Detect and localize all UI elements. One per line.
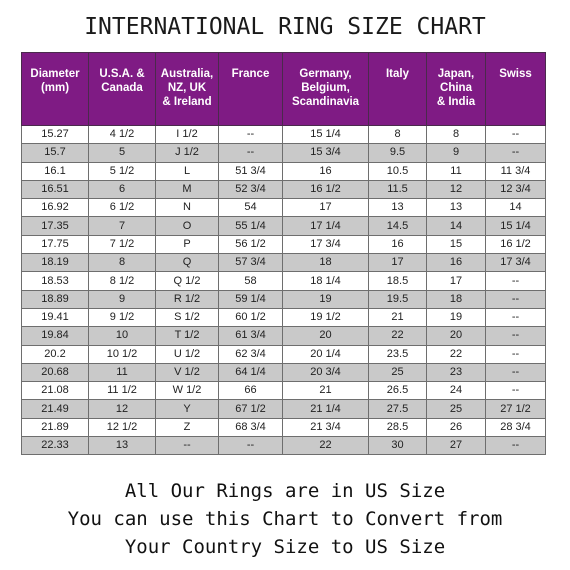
table-cell: 67 1/2 [219, 400, 283, 418]
table-cell: 18 1/4 [283, 272, 369, 290]
table-row [22, 363, 546, 381]
table-cell: 5 [89, 144, 156, 162]
table-cell: 8 [427, 126, 486, 144]
table-cell: 66 [219, 382, 283, 400]
footer-line-2: You can use this Chart to Convert from [67, 508, 503, 530]
table-cell: 13 [89, 437, 156, 455]
table-cell: 18.53 [22, 272, 89, 290]
table-cell: 13 [369, 199, 427, 217]
table-cell: 17 3/4 [486, 254, 546, 272]
column-header-line: Italy [385, 68, 409, 80]
table-cell: 27 1/2 [486, 400, 546, 418]
table-row [22, 162, 546, 180]
table-cell: 15 [427, 235, 486, 253]
table-cell: -- [219, 126, 283, 144]
table-cell: 57 3/4 [219, 254, 283, 272]
table-cell: 17.75 [22, 235, 89, 253]
column-header [486, 53, 546, 126]
table-cell: Y [156, 400, 219, 418]
table-cell: 10.5 [369, 162, 427, 180]
table-row [22, 382, 546, 400]
table-cell: 17 1/4 [283, 217, 369, 235]
footer-line-3: Your Country Size to US Size [124, 536, 446, 558]
column-header [22, 53, 89, 126]
table-cell: 4 1/2 [89, 126, 156, 144]
table-cell: -- [486, 308, 546, 326]
table-cell: -- [486, 272, 546, 290]
table-cell: 14.5 [369, 217, 427, 235]
table-cell: 20.2 [22, 345, 89, 363]
table-cell: 13 [427, 199, 486, 217]
table-cell: 21.08 [22, 382, 89, 400]
footer-line-1: All Our Rings are in US Size [124, 480, 446, 502]
column-header [89, 53, 156, 126]
table-cell: 59 1/4 [219, 290, 283, 308]
table-cell: 16 [283, 162, 369, 180]
table-cell: 22.33 [22, 437, 89, 455]
table-row [22, 308, 546, 326]
table-cell: 20 [283, 327, 369, 345]
table-cell: -- [486, 144, 546, 162]
table-row [22, 254, 546, 272]
table-cell: P [156, 235, 219, 253]
table-row [22, 180, 546, 198]
table-cell: 11 1/2 [89, 382, 156, 400]
ring-size-table-container [21, 52, 545, 455]
table-row [22, 418, 546, 436]
table-cell: 16.1 [22, 162, 89, 180]
column-header-line: (mm) [40, 82, 70, 94]
table-row [22, 272, 546, 290]
table-cell: 17 [283, 199, 369, 217]
column-header-line: Australia, [160, 68, 214, 80]
table-cell: Q 1/2 [156, 272, 219, 290]
table-cell: 56 1/2 [219, 235, 283, 253]
table-cell: 7 1/2 [89, 235, 156, 253]
table-cell: 64 1/4 [219, 363, 283, 381]
table-cell: -- [219, 437, 283, 455]
table-cell: 22 [283, 437, 369, 455]
table-cell: 19.5 [369, 290, 427, 308]
table-cell: 52 3/4 [219, 180, 283, 198]
column-header [219, 53, 283, 126]
table-cell: 19.84 [22, 327, 89, 345]
table-cell: L [156, 162, 219, 180]
table-cell: -- [486, 345, 546, 363]
table-cell: 17.35 [22, 217, 89, 235]
table-cell: 22 [369, 327, 427, 345]
table-cell: 6 1/2 [89, 199, 156, 217]
table-row [22, 400, 546, 418]
table-cell: -- [486, 290, 546, 308]
table-cell: 18.19 [22, 254, 89, 272]
table-cell: 16 [369, 235, 427, 253]
table-row [22, 437, 546, 455]
table-cell: 60 1/2 [219, 308, 283, 326]
table-cell: 21 [369, 308, 427, 326]
table-cell: 19 [283, 290, 369, 308]
table-cell: 18 [427, 290, 486, 308]
table-cell: 17 3/4 [283, 235, 369, 253]
table-row [22, 126, 546, 144]
table-cell: 9 [427, 144, 486, 162]
table-cell: 25 [427, 400, 486, 418]
table-cell: U 1/2 [156, 345, 219, 363]
table-cell: 21.49 [22, 400, 89, 418]
table-cell: 23 [427, 363, 486, 381]
column-header-line: & Ireland [162, 96, 212, 108]
table-cell: 16 [427, 254, 486, 272]
table-cell: -- [486, 126, 546, 144]
table-row [22, 235, 546, 253]
table-cell: 21 3/4 [283, 418, 369, 436]
table-cell: N [156, 199, 219, 217]
table-cell: 54 [219, 199, 283, 217]
table-cell: 26.5 [369, 382, 427, 400]
table-cell: 16.92 [22, 199, 89, 217]
table-row [22, 217, 546, 235]
table-cell: J 1/2 [156, 144, 219, 162]
table-cell: 23.5 [369, 345, 427, 363]
table-cell: W 1/2 [156, 382, 219, 400]
table-cell: 5 1/2 [89, 162, 156, 180]
table-cell: 18.89 [22, 290, 89, 308]
column-header [427, 53, 486, 126]
table-cell: 9 1/2 [89, 308, 156, 326]
table-cell: 12 3/4 [486, 180, 546, 198]
table-cell: 17 [369, 254, 427, 272]
column-header-line: Canada [101, 82, 143, 94]
column-header-line: China [440, 82, 472, 94]
column-header-line: Diameter [30, 68, 80, 80]
column-header [283, 53, 369, 126]
table-cell: 51 3/4 [219, 162, 283, 180]
table-cell: 20 3/4 [283, 363, 369, 381]
column-header-line: Scandinavia [291, 96, 360, 108]
column-header-line: Swiss [499, 68, 532, 80]
table-cell: M [156, 180, 219, 198]
table-cell: 26 [427, 418, 486, 436]
table-cell: 20 1/4 [283, 345, 369, 363]
ring-size-table [21, 52, 546, 455]
table-cell: 7 [89, 217, 156, 235]
column-header-line: NZ, UK [167, 82, 207, 94]
table-cell: 25 [369, 363, 427, 381]
table-cell: T 1/2 [156, 327, 219, 345]
table-row [22, 345, 546, 363]
table-cell: 11.5 [369, 180, 427, 198]
column-header-line: Japan, [437, 68, 475, 80]
table-cell: V 1/2 [156, 363, 219, 381]
table-cell: -- [156, 437, 219, 455]
table-cell: 55 1/4 [219, 217, 283, 235]
table-header-row [22, 53, 546, 126]
table-body [22, 126, 546, 455]
table-cell: 15 1/4 [283, 126, 369, 144]
table-row [22, 144, 546, 162]
table-cell: Q [156, 254, 219, 272]
table-cell: 8 1/2 [89, 272, 156, 290]
table-cell: 14 [486, 199, 546, 217]
table-row [22, 199, 546, 217]
table-cell: 20 [427, 327, 486, 345]
table-cell: 27 [427, 437, 486, 455]
table-cell: 19.41 [22, 308, 89, 326]
table-cell: 12 1/2 [89, 418, 156, 436]
table-cell: 24 [427, 382, 486, 400]
table-cell: 15.27 [22, 126, 89, 144]
column-header-line: U.S.A. & [99, 68, 145, 80]
table-cell: 16 1/2 [283, 180, 369, 198]
table-cell: 30 [369, 437, 427, 455]
table-cell: 12 [89, 400, 156, 418]
table-cell: Z [156, 418, 219, 436]
table-cell: 14 [427, 217, 486, 235]
table-cell: 21 1/4 [283, 400, 369, 418]
table-cell: R 1/2 [156, 290, 219, 308]
table-cell: 27.5 [369, 400, 427, 418]
column-header-line: & India [436, 96, 476, 108]
table-cell: 8 [89, 254, 156, 272]
table-cell: 6 [89, 180, 156, 198]
table-cell: 21.89 [22, 418, 89, 436]
table-cell: 11 [427, 162, 486, 180]
column-header-line: Belgium, [301, 82, 350, 94]
table-cell: 20.68 [22, 363, 89, 381]
column-header-line: Germany, [299, 68, 352, 80]
table-cell: 21 [283, 382, 369, 400]
table-cell: 11 [89, 363, 156, 381]
table-cell: 15 3/4 [283, 144, 369, 162]
column-header-line: France [231, 68, 270, 80]
table-cell: 68 3/4 [219, 418, 283, 436]
table-cell: 10 1/2 [89, 345, 156, 363]
table-cell: 10 [89, 327, 156, 345]
table-cell: -- [486, 382, 546, 400]
column-header [369, 53, 427, 126]
table-cell: 16.51 [22, 180, 89, 198]
table-cell: 28.5 [369, 418, 427, 436]
table-cell: 19 1/2 [283, 308, 369, 326]
table-cell: 11 3/4 [486, 162, 546, 180]
table-cell: 28 3/4 [486, 418, 546, 436]
table-cell: 15.7 [22, 144, 89, 162]
table-cell: 18.5 [369, 272, 427, 290]
table-cell: 18 [283, 254, 369, 272]
table-row [22, 290, 546, 308]
table-cell: 22 [427, 345, 486, 363]
table-cell: 8 [369, 126, 427, 144]
table-cell: -- [486, 327, 546, 345]
table-cell: 58 [219, 272, 283, 290]
table-cell: 12 [427, 180, 486, 198]
column-header [156, 53, 219, 126]
table-cell: 61 3/4 [219, 327, 283, 345]
table-cell: S 1/2 [156, 308, 219, 326]
table-cell: 16 1/2 [486, 235, 546, 253]
table-cell: 15 1/4 [486, 217, 546, 235]
table-cell: -- [219, 144, 283, 162]
table-cell: -- [486, 363, 546, 381]
table-cell: 19 [427, 308, 486, 326]
table-cell: 9.5 [369, 144, 427, 162]
table-cell: 62 3/4 [219, 345, 283, 363]
table-row [22, 327, 546, 345]
table-cell: I 1/2 [156, 126, 219, 144]
table-cell: -- [486, 437, 546, 455]
table-cell: 9 [89, 290, 156, 308]
table-cell: 17 [427, 272, 486, 290]
chart-title: INTERNATIONAL RING SIZE CHART [84, 14, 486, 40]
table-cell: O [156, 217, 219, 235]
